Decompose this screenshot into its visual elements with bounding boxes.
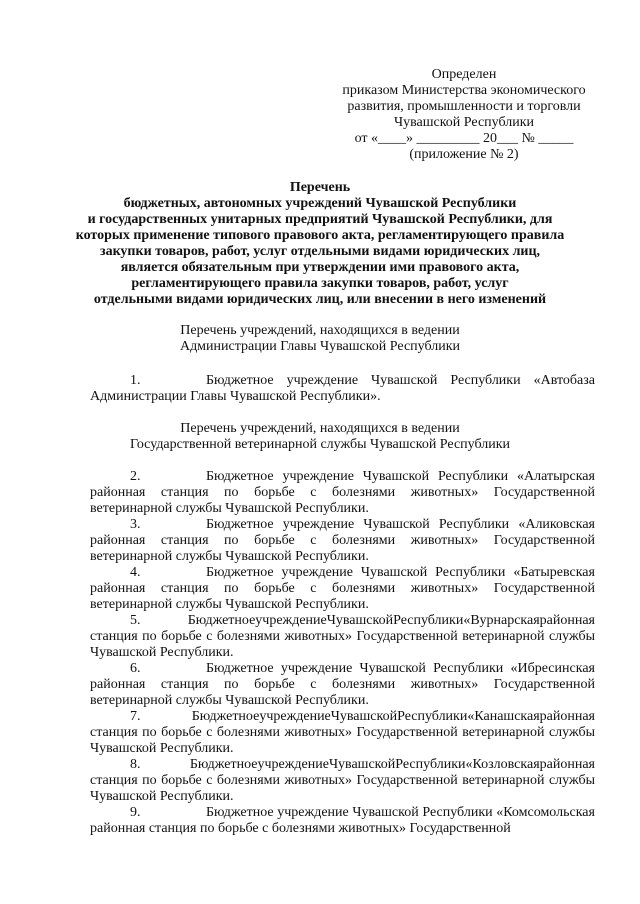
item-line (90, 661, 595, 677)
item-line (90, 501, 595, 517)
item-line (90, 469, 595, 485)
item-text: Бюджетное учреждение Чувашской Республики «Батыревская (206, 565, 595, 580)
item-text: Бюджетное учреждение Чувашской Республики «Козловская районная (189, 757, 595, 772)
list-item (90, 805, 595, 837)
list-item (90, 661, 595, 709)
institution-list (90, 469, 595, 837)
item-line (90, 565, 595, 581)
item-number: 5. (130, 613, 141, 628)
item-line (90, 549, 595, 565)
title-line: закупки товаров, работ, услуг отдельными видами юридических лиц, (99, 244, 541, 259)
item-line (90, 645, 595, 661)
stamp-line: (приложение № 2) (409, 147, 519, 162)
heading-line: Перечень учреждений, находящихся в ведении (180, 421, 460, 436)
item-line (90, 789, 595, 805)
institution-list (90, 373, 595, 405)
item-line (90, 773, 595, 789)
item-text: Бюджетное учреждение Чувашской Республики «Аликовская (206, 517, 595, 532)
title-line: отдельными видами юридических лиц, или внесении в него изменений (93, 292, 547, 307)
list-item (90, 709, 595, 757)
item-line (90, 389, 595, 405)
item-number: 2. (130, 469, 141, 484)
document-title (70, 180, 570, 308)
item-line (90, 629, 595, 645)
item-text: Чувашской Республики. (90, 645, 234, 660)
item-line (90, 693, 595, 709)
item-text: районная станция по борьбе с болезнями животных» Государственной (90, 485, 595, 500)
item-text: ветеринарной службы Чувашской Республики. (90, 501, 369, 516)
item-line (90, 709, 595, 725)
item-number: 7. (130, 709, 141, 724)
title-line: и государственных унитарных предприятий Чувашской Республики, для (87, 212, 553, 227)
item-number: 4. (130, 565, 141, 580)
stamp-line: от «____» _________ 20___ № _____ (354, 131, 574, 146)
item-line (90, 597, 595, 613)
item-text: ветеринарной службы Чувашской Республики. (90, 597, 369, 612)
item-text: районная станция по борьбе с болезнями животных» Государственной (90, 677, 595, 692)
item-text: Чувашской Республики. (90, 741, 234, 756)
item-text: Бюджетное учреждение Чувашской Республики «Канашская районная (191, 709, 595, 724)
stamp-line: приказом Министерства экономического (342, 83, 586, 98)
title-line: бюджетных, автономных учреждений Чувашской Республики (123, 196, 517, 211)
list-item (90, 373, 595, 405)
item-text: Бюджетное учреждение Чувашской Республики «Ибресинская (206, 661, 595, 676)
item-line (90, 741, 595, 757)
item-line (90, 613, 595, 629)
list-item (90, 517, 595, 565)
item-line (90, 581, 595, 597)
item-number: 3. (130, 517, 141, 532)
stamp-line: Чувашской Республики (393, 115, 535, 130)
item-text: ветеринарной службы Чувашской Республики. (90, 549, 369, 564)
section-heading (70, 421, 570, 453)
item-line (90, 373, 595, 389)
heading-line: Государственной ветеринарной службы Чувашской Республики (129, 437, 511, 452)
item-text: Администрации Главы Чувашской Республики». (90, 389, 381, 404)
list-item (90, 757, 595, 805)
item-text: станция по борьбе с болезнями животных» Государственной ветеринарной службы (90, 773, 595, 788)
item-text: Бюджетное учреждение Чувашской Республики «Комсомольская (206, 805, 595, 820)
heading-line: Администрации Главы Чувашской Республики (179, 339, 461, 354)
title-line: является обязательным при утверждении ими правового акта, (120, 260, 520, 275)
item-line (90, 485, 595, 501)
item-line (90, 517, 595, 533)
item-text: Чувашской Республики. (90, 789, 234, 804)
approval-stamp (330, 67, 598, 163)
section-heading (70, 323, 570, 355)
item-text: станция по борьбе с болезнями животных» Государственной ветеринарной службы (90, 629, 595, 644)
stamp-line: развития, промышленности и торговли (347, 99, 581, 114)
item-text: станция по борьбе с болезнями животных» Государственной ветеринарной службы (90, 725, 595, 740)
item-text: ветеринарной службы Чувашской Республики. (90, 693, 369, 708)
title-line: Перечень (289, 180, 351, 195)
item-number: 8. (130, 757, 141, 772)
list-item (90, 565, 595, 613)
item-text: районная станция по борьбе с болезнями животных» Государственной (90, 821, 511, 836)
list-item (90, 613, 595, 661)
stamp-line: Определен (431, 67, 497, 82)
item-text: Бюджетное учреждение Чувашской Республики «Вурнарская районная (187, 613, 595, 628)
title-line: которых применение типового правового акта, регламентирующего правила (75, 228, 565, 243)
item-text: Бюджетное учреждение Чувашской Республики «Автобаза (206, 373, 595, 388)
item-number: 6. (130, 661, 141, 676)
heading-line: Перечень учреждений, находящихся в ведении (180, 323, 460, 338)
item-number: 9. (130, 805, 141, 820)
item-text: Бюджетное учреждение Чувашской Республики «Алатырская (206, 469, 595, 484)
item-text: районная станция по борьбе с болезнями животных» Государственной (90, 581, 595, 596)
item-line (90, 805, 595, 821)
item-text: районная станция по борьбе с болезнями животных» Государственной (90, 533, 595, 548)
title-line: регламентирующего правила закупки товаров, работ, услуг (131, 276, 509, 291)
item-line (90, 533, 595, 549)
item-number: 1. (130, 373, 141, 388)
item-line (90, 677, 595, 693)
item-line (90, 757, 595, 773)
item-line (90, 725, 595, 741)
item-line (90, 821, 595, 837)
list-item (90, 469, 595, 517)
